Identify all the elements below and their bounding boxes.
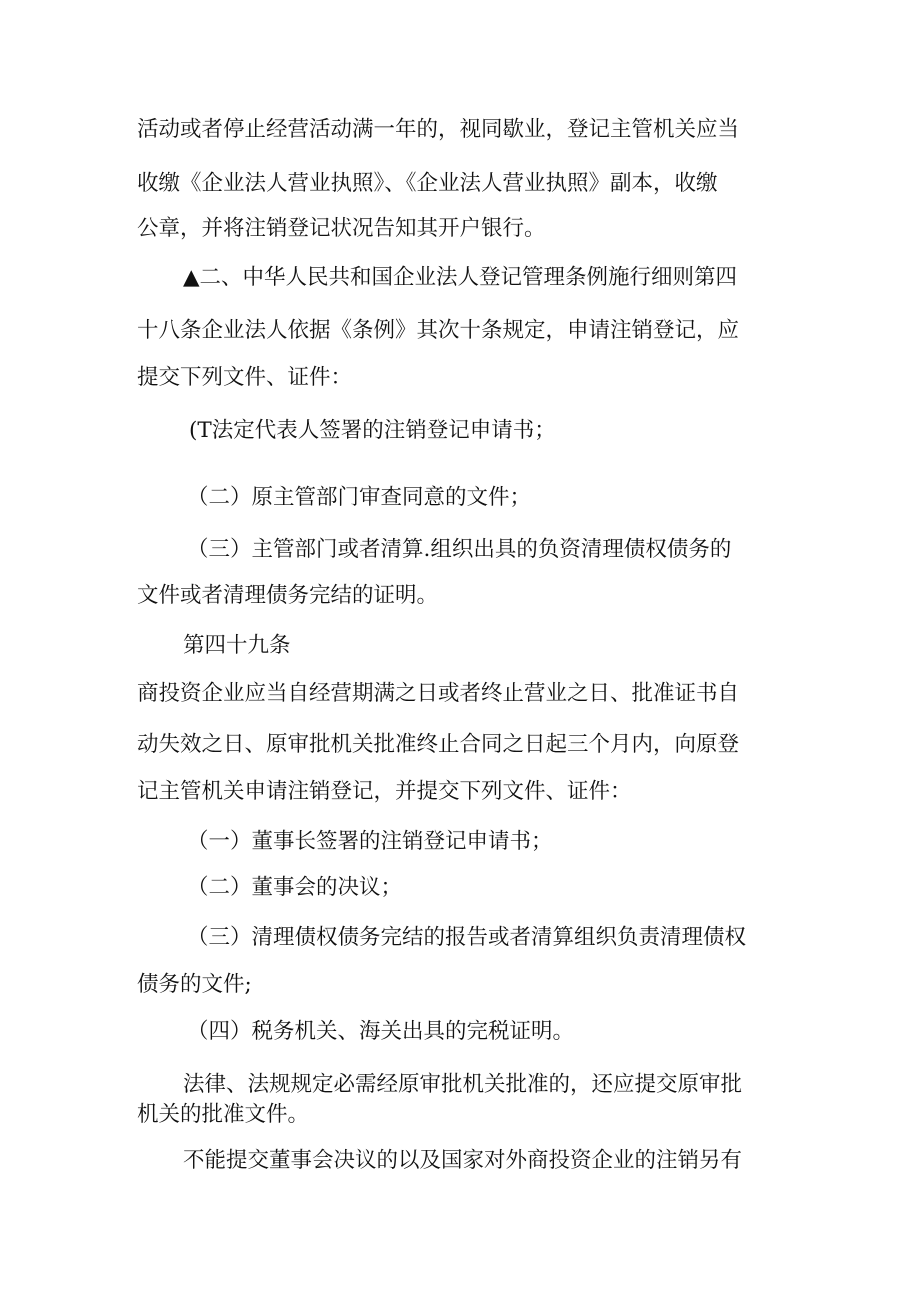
paragraph-line: 债务的文件;	[137, 972, 252, 997]
list-item: （三）主管部门或者清算.组织出具的负资清理债权债务的	[187, 537, 732, 562]
list-item: (T法定代表人签署的注销登记申请书；	[189, 418, 556, 443]
paragraph-line: 文件或者清理债务完结的证明。	[137, 583, 439, 608]
paragraph-line: 收缴《企业法人营业执照》、《企业法人营业执照》副本，收缴	[137, 171, 718, 196]
list-item: （二）原主管部门审查同意的文件；	[187, 485, 532, 510]
paragraph-line: 提交下列文件、证件：	[137, 365, 353, 390]
paragraph-line: 法律、法规规定必需经原审批机关批准的，还应提交原审批	[183, 1072, 743, 1097]
list-item: （四）税务机关、海关出具的完税证明。	[187, 1019, 575, 1044]
paragraph-line: 机关的批准文件。	[137, 1102, 310, 1127]
paragraph-line: 动失效之日、原审批机关批准终止合同之日起三个月内，向原登	[137, 732, 740, 757]
list-item: （三）清理债权债务完结的报告或者清算组织负责清理债权	[187, 925, 747, 950]
article-heading: 第四十九条	[183, 633, 291, 658]
paragraph-line: 公章，并将注销登记状况告知其开户银行。	[137, 216, 546, 241]
paragraph-line: 记主管机关申请注销登记，并提交下列文件、证件：	[137, 779, 632, 804]
list-item: （一）董事长签署的注销登记申请书；	[187, 829, 553, 854]
paragraph-line: 不能提交董事会决议的以及国家对外商投资企业的注销另有	[183, 1148, 743, 1173]
paragraph-line: 十八条企业法人依据《条例》其次十条规定，申请注销登记，应	[137, 318, 740, 343]
list-item: （二）董事会的决议；	[187, 875, 403, 900]
paragraph-line: ▲二、中华人民共和国企业法人登记管理条例施行细则第四	[183, 265, 738, 290]
paragraph-line: 商投资企业应当自经营期满之日或者终止营业之日、批准证书自	[137, 681, 740, 706]
paragraph-line: 活动或者停止经营活动满一年的，视同歇业，登记主管机关应当	[137, 117, 740, 142]
